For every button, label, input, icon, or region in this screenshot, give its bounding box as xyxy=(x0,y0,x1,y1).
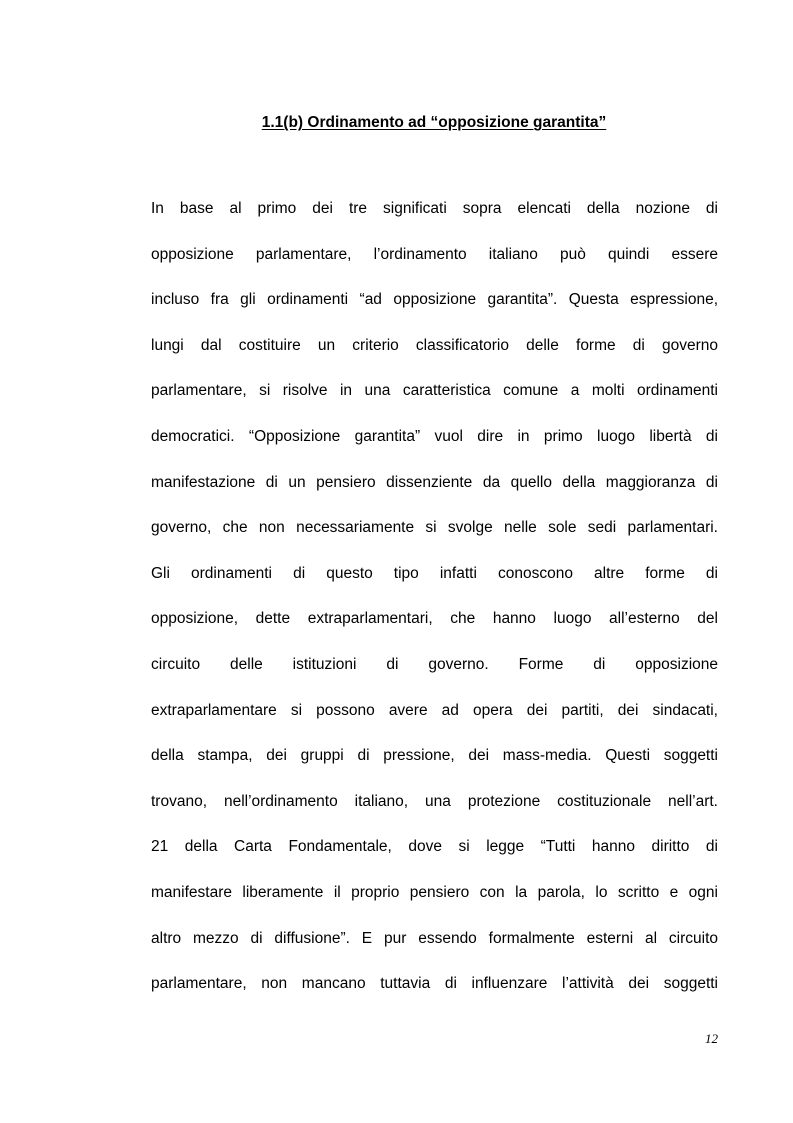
text-line: altro mezzo di diffusione”. E pur essendo formalmente esterni al circuito xyxy=(151,929,718,947)
text-line: governo, che non necessariamente si svolge nelle sole sedi parlamentari. xyxy=(151,519,718,537)
text-line: incluso fra gli ordinamenti “ad opposizione garantita”. Questa espressione, xyxy=(151,291,718,309)
text-line: opposizione parlamentare, l’ordinamento italiano può quindi essere xyxy=(151,245,718,263)
text-line: manifestare liberamente il proprio pensiero con la parola, lo scritto e ogni xyxy=(151,883,718,901)
section-heading: 1.1(b) Ordinamento ad “opposizione garantita” xyxy=(261,114,607,131)
text-line: extraparlamentare si possono avere ad opera dei partiti, dei sindacati, xyxy=(151,701,718,719)
text-line: trovano, nell’ordinamento italiano, una protezione costituzionale nell’art. xyxy=(151,792,718,810)
text-line: parlamentare, non mancano tuttavia di influenzare l’attività dei soggetti xyxy=(151,975,718,993)
text-line: circuito delle istituzioni di governo. Forme di opposizione xyxy=(151,655,718,673)
text-line: della stampa, dei gruppi di pressione, dei mass-media. Questi soggetti xyxy=(151,747,718,765)
text-line: democratici. “Opposizione garantita” vuol dire in primo luogo libertà di xyxy=(151,427,718,445)
page-number: 12 xyxy=(705,1031,718,1046)
text-line: In base al primo dei tre significati sopra elencati della nozione di xyxy=(151,200,718,217)
text-line: parlamentare, si risolve in una caratteristica comune a molti ordinamenti xyxy=(151,382,718,400)
text-line: Gli ordinamenti di questo tipo infatti conoscono altre forme di xyxy=(151,564,718,582)
text-line: lungi dal costituire un criterio classificatorio delle forme di governo xyxy=(151,336,718,354)
text-line: manifestazione di un pensiero dissenziente da quello della maggioranza di xyxy=(151,473,718,491)
text-line: opposizione, dette extraparlamentari, che hanno luogo all’esterno del xyxy=(151,610,718,628)
body-paragraph xyxy=(151,196,718,1017)
text-line: 21 della Carta Fondamentale, dove si legge “Tutti hanno diritto di xyxy=(151,838,718,856)
